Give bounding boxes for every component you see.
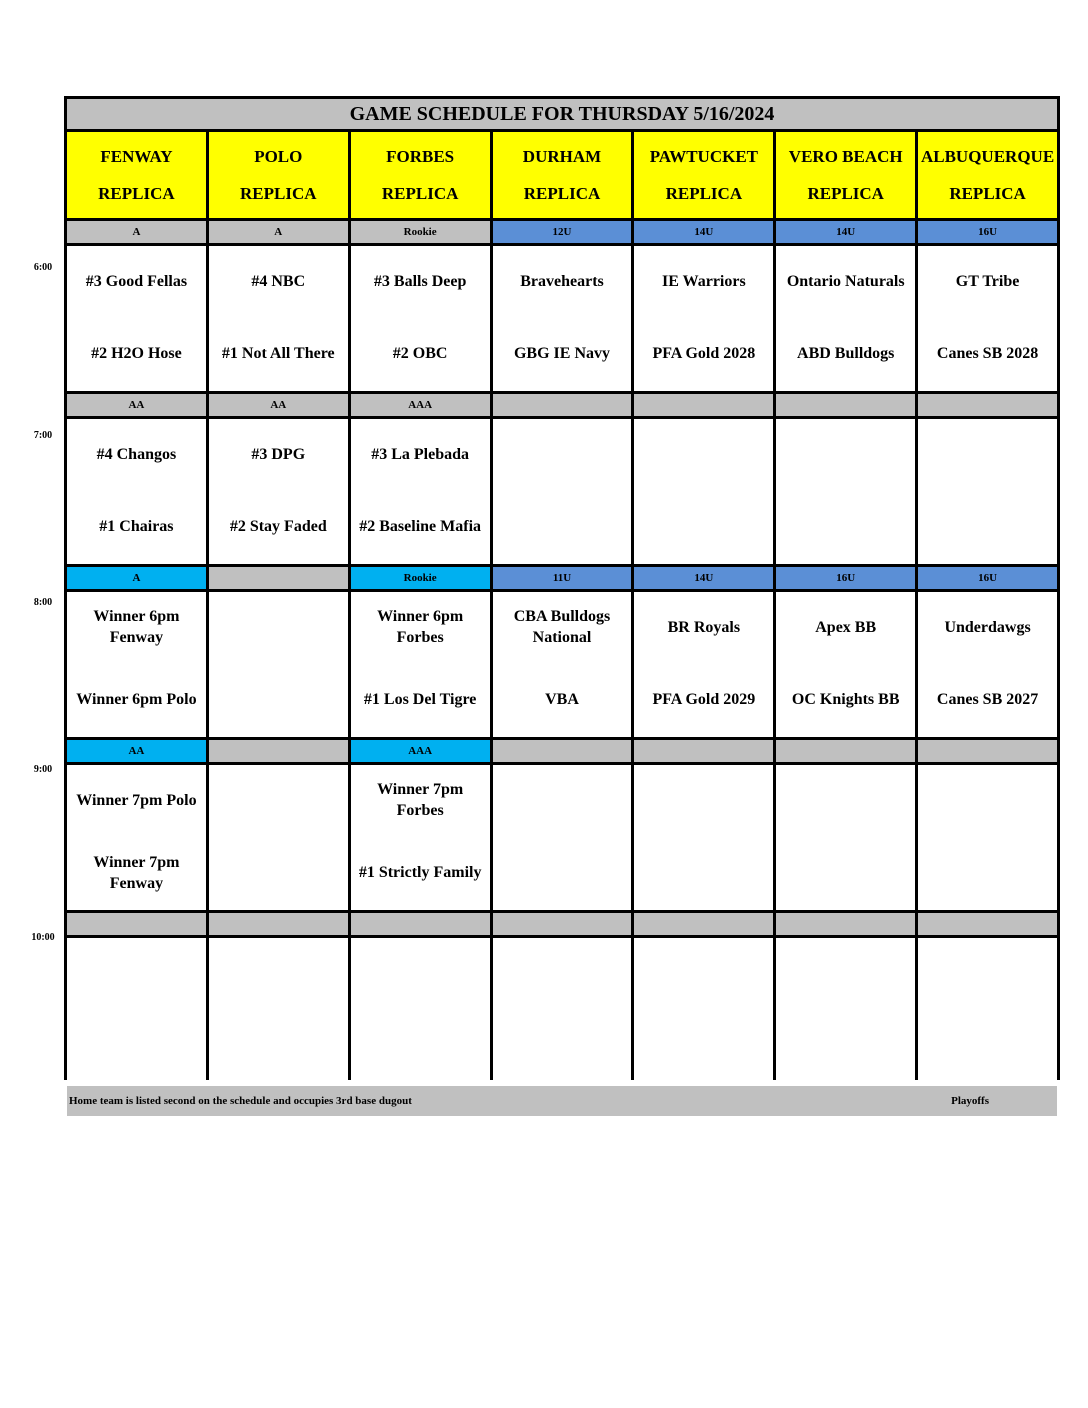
division-label: [776, 394, 915, 416]
division-label: [634, 913, 773, 935]
home-team: #2 Baseline Mafia: [359, 518, 482, 536]
game-cell: [67, 419, 206, 564]
division-label: 12U: [493, 221, 632, 243]
division-label: [776, 913, 915, 935]
field-subtitle: REPLICA: [240, 183, 317, 203]
time-label: 10:00: [31, 932, 55, 943]
game-cell: [351, 765, 490, 910]
home-team: [636, 492, 771, 565]
home-team: VBA: [545, 691, 579, 709]
game-cell: [351, 419, 490, 564]
away-team: [636, 765, 771, 838]
home-team: Winner 7pm Fenway: [93, 853, 180, 892]
home-team: [495, 1011, 630, 1084]
home-team: #1 Chairas: [99, 518, 174, 536]
away-team: #4 NBC: [251, 272, 306, 290]
division-label: [918, 740, 1057, 762]
field-subtitle: REPLICA: [98, 183, 175, 203]
home-team: #2 H2O Hose: [91, 345, 182, 363]
home-team: Canes SB 2027: [936, 691, 1039, 709]
home-team: [636, 1011, 771, 1084]
away-team: [636, 938, 771, 1011]
division-label: AA: [209, 394, 348, 416]
game-cell: [776, 592, 915, 737]
time-label: 8:00: [33, 597, 53, 608]
away-team: [778, 765, 913, 838]
division-label: [918, 394, 1057, 416]
division-label: 14U: [634, 221, 773, 243]
field-subtitle: REPLICA: [807, 183, 884, 203]
away-team: [495, 938, 630, 1011]
field-header: [209, 132, 348, 218]
game-cell: [67, 938, 206, 1083]
division-label: 16U: [918, 221, 1057, 243]
away-team: Winner 6pm Fenway: [93, 608, 180, 647]
division-label: AAA: [351, 394, 490, 416]
game-cell: [634, 592, 773, 737]
field-header: [493, 132, 632, 218]
away-team: [69, 938, 204, 1011]
away-team: [495, 765, 630, 838]
division-label: A: [209, 221, 348, 243]
game-cell: [493, 592, 632, 737]
game-cell: [493, 938, 632, 1083]
game-cell: [918, 419, 1057, 564]
away-team: [778, 938, 913, 1011]
division-label: 16U: [918, 567, 1057, 589]
home-team: [211, 838, 346, 911]
division-label: [209, 740, 348, 762]
home-team: PFA Gold 2029: [652, 691, 756, 709]
away-team: Winner 7pm Forbes: [377, 781, 464, 820]
field-header: [67, 132, 206, 218]
field-subtitle: REPLICA: [665, 183, 743, 203]
game-cell: [776, 938, 915, 1083]
away-team: #3 Good Fellas: [85, 272, 188, 290]
away-team: [778, 419, 913, 492]
game-cell: [634, 246, 773, 391]
away-team: Underdawgs: [944, 618, 1031, 636]
division-label: [918, 913, 1057, 935]
game-cell: [351, 592, 490, 737]
game-cell: [351, 246, 490, 391]
game-cell: [493, 765, 632, 910]
game-cell: [918, 592, 1057, 737]
schedule-table: [64, 96, 1060, 1107]
home-team: [920, 1011, 1055, 1084]
away-team: Ontario Naturals: [786, 272, 905, 290]
away-team: [211, 592, 346, 665]
home-team: Canes SB 2028: [936, 345, 1039, 363]
footer-label: Playoffs: [951, 1095, 989, 1107]
game-cell: [209, 592, 348, 737]
division-label: AA: [67, 740, 206, 762]
division-label: [209, 567, 348, 589]
field-name: POLO: [254, 146, 303, 166]
away-team: GT Tribe: [955, 272, 1020, 290]
division-label: [67, 913, 206, 935]
home-team: #2 OBC: [392, 345, 448, 363]
field-subtitle: REPLICA: [381, 183, 459, 203]
away-team: #4 Changos: [96, 445, 177, 463]
field-name: FENWAY: [100, 146, 173, 166]
home-team: GBG IE Navy: [513, 345, 610, 363]
game-cell: [776, 419, 915, 564]
home-team: Winner 6pm Polo: [76, 691, 197, 709]
home-team: [920, 492, 1055, 565]
away-team: #3 Balls Deep: [373, 272, 467, 290]
away-team: Apex BB: [815, 618, 877, 636]
time-label: 6:00: [33, 262, 53, 273]
home-team: [778, 492, 913, 565]
field-name: PAWTUCKET: [649, 146, 758, 166]
game-cell: [67, 592, 206, 737]
home-team: [778, 1011, 913, 1084]
game-cell: [918, 765, 1057, 910]
field-subtitle: REPLICA: [949, 183, 1026, 203]
game-cell: [209, 419, 348, 564]
game-cell: [776, 765, 915, 910]
away-team: [920, 419, 1055, 492]
away-team: #3 La Plebada: [371, 445, 470, 463]
division-label: Rookie: [351, 221, 490, 243]
field-header: [351, 132, 490, 218]
time-label: 7:00: [33, 430, 53, 441]
division-label: AAA: [351, 740, 490, 762]
game-cell: [634, 938, 773, 1083]
field-subtitle: REPLICA: [523, 183, 601, 203]
away-team: CBA Bulldogs National: [513, 608, 611, 647]
away-team: [636, 419, 771, 492]
away-team: [495, 419, 630, 492]
field-header: [776, 132, 915, 218]
field-name: FORBES: [386, 146, 455, 166]
field-name: ALBUQUERQUE: [920, 146, 1055, 166]
field-header: [918, 132, 1057, 218]
away-team: Bravehearts: [520, 272, 604, 290]
division-label: [493, 394, 632, 416]
home-team: #1 Strictly Family: [358, 864, 482, 882]
game-cell: [67, 246, 206, 391]
game-cell: [776, 246, 915, 391]
home-team: #2 Stay Faded: [229, 518, 327, 536]
division-label: 16U: [776, 567, 915, 589]
game-cell: [351, 938, 490, 1083]
home-team: [495, 492, 630, 565]
away-team: Winner 6pm Forbes: [377, 608, 464, 647]
division-label: [776, 740, 915, 762]
game-cell: [493, 419, 632, 564]
home-team: [353, 1011, 488, 1084]
home-team: [211, 665, 346, 738]
away-team: [920, 938, 1055, 1011]
time-label: 9:00: [33, 764, 53, 775]
home-team: [920, 838, 1055, 911]
home-team: #1 Not All There: [221, 345, 335, 363]
division-label: 14U: [776, 221, 915, 243]
game-cell: [67, 765, 206, 910]
home-team: [69, 1011, 204, 1084]
away-team: [353, 938, 488, 1011]
home-team: ABD Bulldogs: [797, 345, 895, 363]
division-label: [351, 913, 490, 935]
away-team: IE Warriors: [662, 272, 746, 290]
home-team: [211, 1011, 346, 1084]
division-label: A: [67, 221, 206, 243]
home-team: [495, 838, 630, 911]
home-team: OC Knights BB: [791, 691, 900, 709]
home-team: [778, 838, 913, 911]
away-team: #3 DPG: [251, 445, 306, 463]
division-label: 11U: [493, 567, 632, 589]
division-label: [493, 913, 632, 935]
division-label: [634, 740, 773, 762]
home-team: #1 Los Del Tigre: [363, 691, 477, 709]
schedule-title: GAME SCHEDULE FOR THURSDAY 5/16/2024: [67, 99, 1057, 129]
game-cell: [209, 938, 348, 1083]
field-header: [634, 132, 773, 218]
division-label: Rookie: [351, 567, 490, 589]
division-label: [209, 913, 348, 935]
field-name: VERO BEACH: [788, 146, 903, 166]
away-team: [920, 765, 1055, 838]
away-team: Winner 7pm Polo: [76, 791, 197, 809]
footer: [67, 1086, 1057, 1116]
game-cell: [209, 246, 348, 391]
away-team: [211, 938, 346, 1011]
away-team: BR Royals: [667, 618, 741, 636]
home-team: PFA Gold 2028: [652, 345, 756, 363]
division-label: [493, 740, 632, 762]
game-cell: [493, 246, 632, 391]
away-team: [211, 765, 346, 838]
game-cell: [634, 419, 773, 564]
division-label: 14U: [634, 567, 773, 589]
footer-note: Home team is listed second on the schedule and occupies 3rd base dugout: [69, 1095, 412, 1107]
game-cell: [634, 765, 773, 910]
division-label: [634, 394, 773, 416]
game-cell: [918, 246, 1057, 391]
field-name: DURHAM: [522, 146, 602, 166]
game-cell: [918, 938, 1057, 1083]
home-team: [636, 838, 771, 911]
division-label: AA: [67, 394, 206, 416]
division-label: A: [67, 567, 206, 589]
game-cell: [209, 765, 348, 910]
